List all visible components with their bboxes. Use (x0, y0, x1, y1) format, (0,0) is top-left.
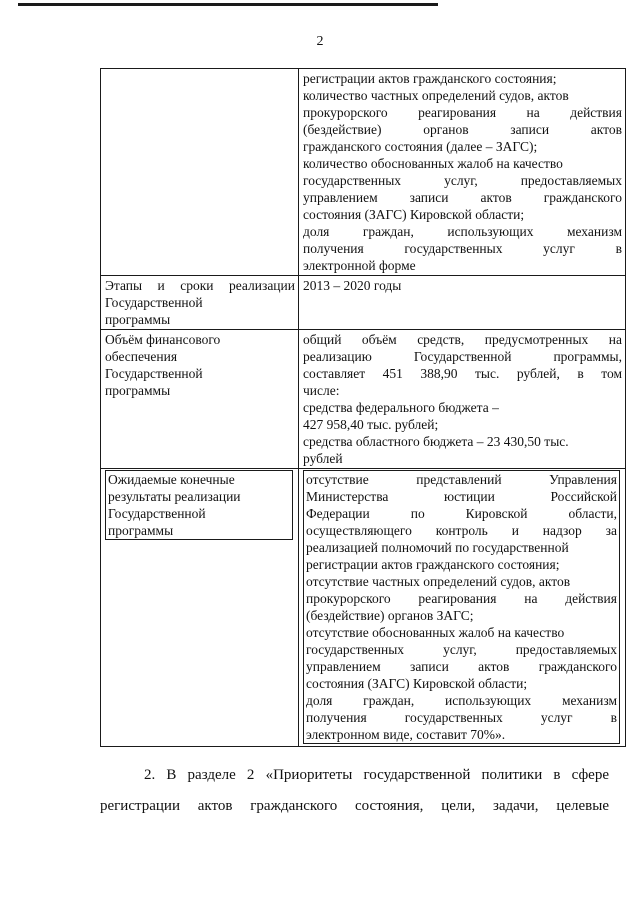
text-line: средства областного бюджета – 23 430,50 тыс. (303, 434, 569, 449)
text-line: регистрации актов гражданского состояния; (303, 71, 557, 86)
row2-value (303, 277, 622, 294)
text-line: регистрации актов гражданского состояния; (306, 557, 560, 572)
text-line: составляет 451 388,90 тыс. рублей, в том (303, 366, 622, 381)
text-line: средства федерального бюджета – (303, 400, 499, 415)
paragraph-line: 2. В разделе 2 «Приоритеты государственной политики в сфере (144, 767, 609, 783)
text-line: 2013 – 2020 годы (303, 278, 402, 293)
text-line: состояния (ЗАГС) Кировской области; (303, 207, 525, 222)
text-line: Государственной (108, 506, 206, 521)
text-line: получения государственных услуг в (303, 241, 622, 256)
row3-value-cell (299, 330, 626, 469)
row1-value (303, 70, 622, 274)
text-line: Государственной (105, 366, 203, 381)
top-rule (18, 3, 438, 6)
text-line: 427 958,40 тыс. рублей; (303, 417, 439, 432)
text-line: отсутствие представлений Управления (306, 472, 617, 487)
text-line: отсутствие частных определений судов, актов (306, 574, 571, 589)
text-line: программы (108, 523, 174, 538)
table-row (101, 276, 626, 330)
text-line: государственных услуг, предоставляемых (303, 173, 622, 188)
text-line: реализацией полномочий по государственной (306, 540, 569, 555)
text-line: количество обоснованных жалоб на качество (303, 156, 563, 171)
text-line: программы (105, 312, 171, 327)
text-line: Федерации по Кировской области, (306, 506, 617, 521)
text-line: реализацию Государственной программы, (303, 349, 622, 364)
text-line: отсутствие обоснованных жалоб на качество (306, 625, 565, 640)
paragraph-line: регистрации актов гражданского состояния, цели, задачи, целевые (100, 798, 609, 814)
program-passport-table (100, 68, 626, 747)
text-line: управлением записи актов гражданского (303, 190, 622, 205)
text-line: доля граждан, использующих механизм (306, 693, 617, 708)
row1-value-cell (299, 69, 626, 276)
text-line: прокурорского реагирования на действия (306, 591, 617, 606)
text-line: Этапы и сроки реализации (105, 278, 295, 293)
text-line: осуществляющего контроль и надзор за (306, 523, 617, 538)
text-line: получения государственных услуг в (306, 710, 617, 725)
row1-label-cell (101, 69, 299, 276)
text-line: Объём финансового (105, 332, 221, 347)
text-line: результаты реализации (108, 489, 241, 504)
row2-label (105, 277, 295, 328)
row4-label-cell (101, 469, 299, 747)
body-paragraph (100, 766, 609, 815)
text-line: программы (105, 383, 171, 398)
text-line: электронной форме (303, 258, 416, 273)
row4-value-cell (299, 469, 626, 747)
row2-value-cell (299, 276, 626, 330)
row2-label-cell (101, 276, 299, 330)
text-line: (бездействие) органов ЗАГС; (306, 608, 474, 623)
text-line: Государственной (105, 295, 203, 310)
row3-label-cell (101, 330, 299, 469)
text-line: обеспечения (105, 349, 178, 364)
text-line: электронном виде, составит 70%». (306, 727, 506, 742)
text-line: управлением записи актов гражданского (306, 659, 617, 674)
page-number: 2 (316, 34, 324, 49)
text-line: государственных услуг, предоставляемых (306, 642, 617, 657)
table-row (101, 469, 626, 747)
text-line: числе: (303, 383, 340, 398)
text-line: рублей (303, 451, 343, 466)
text-line: прокурорского реагирования на действия (303, 105, 622, 120)
table-row (101, 330, 626, 469)
row3-label (105, 331, 295, 399)
text-line: Ожидаемые конечные (108, 472, 235, 487)
text-line: количество частных определений судов, актов (303, 88, 569, 103)
text-line: общий объём средств, предусмотренных на (303, 332, 622, 347)
text-line: Министерства юстиции Российской (306, 489, 617, 504)
row3-value (303, 331, 622, 467)
text-line: (бездействие) органов записи актов (303, 122, 622, 137)
text-line: состояния (ЗАГС) Кировской области; (306, 676, 528, 691)
text-line: доля граждан, использующих механизм (303, 224, 622, 239)
row4-label (105, 470, 293, 540)
text-line: гражданского состояния (далее – ЗАГС); (303, 139, 538, 154)
table-row (101, 69, 626, 276)
row4-value (303, 470, 620, 744)
